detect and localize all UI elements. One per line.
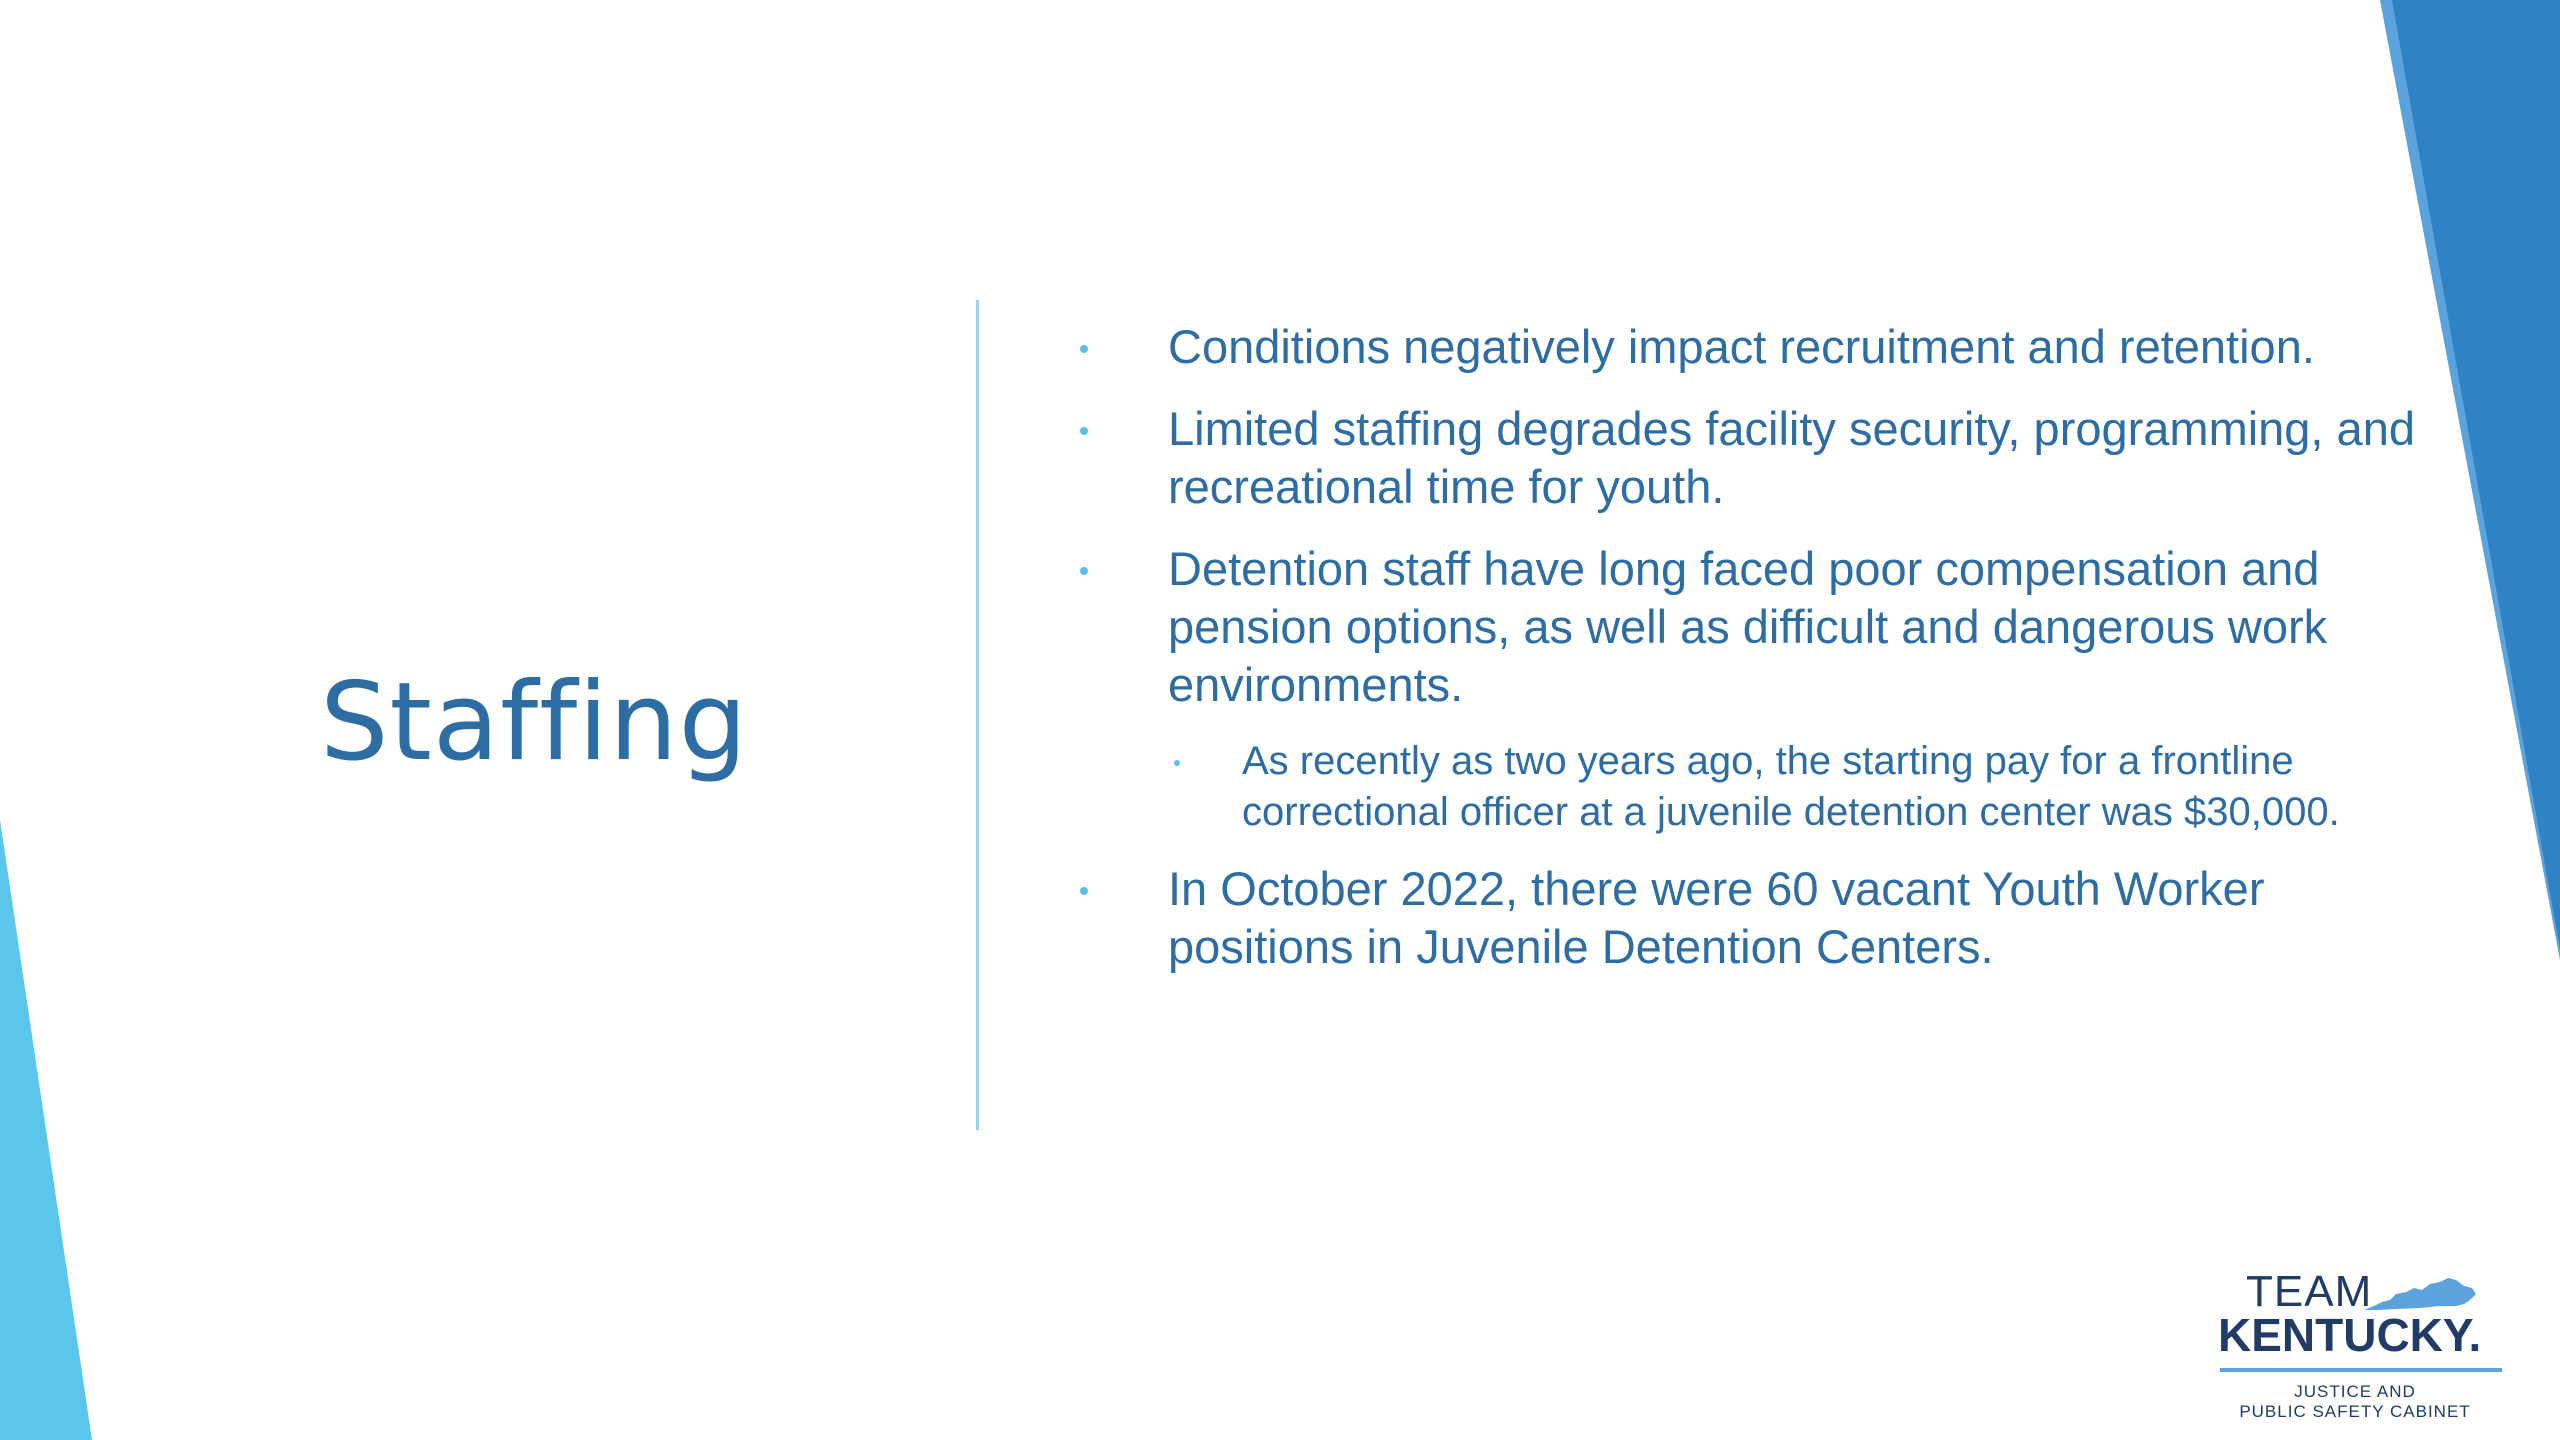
kentucky-state-icon [2360,1276,2480,1312]
bullet-dot-icon [1080,567,1088,575]
logo-rule [2220,1368,2502,1372]
sub-bullet-item [1070,736,2470,838]
bullet-text: Conditions negatively impact recruitment and retention. [1168,320,2315,373]
bullet-item [1070,318,2470,376]
bullet-dot-icon [1080,427,1088,435]
bullet-item [1070,540,2470,714]
vertical-divider [976,300,979,1130]
slide-title: Staffing [320,660,749,785]
sub-bullet-dot-icon [1174,760,1180,766]
logo-subtitle-line1: JUSTICE AND [2294,1382,2416,1401]
bullet-list [1070,318,2470,1000]
sub-bullet-text: As recently as two years ago, the starting pay for a frontline correctional officer at a juvenile detention center was $30,000. [1242,739,2340,834]
bullet-item [1070,400,2470,516]
bullet-dot-icon [1080,345,1088,353]
bullet-text: Detention staff have long faced poor compensation and pension options, as well as difficult and dangerous work environments. [1168,542,2328,711]
logo-kentucky-text: KENTUCKY. [2218,1309,2482,1361]
bullet-dot-icon [1080,887,1088,895]
bullet-item [1070,860,2470,976]
bullet-text: Limited staffing degrades facility security, programming, and recreational time for youth. [1168,402,2415,513]
left-decorative-band [0,820,100,1440]
team-kentucky-logo [2210,1268,2520,1428]
bullet-text: In October 2022, there were 60 vacant Youth Worker positions in Juvenile Detention Centers. [1168,862,2265,973]
logo-subtitle-line2: PUBLIC SAFETY CABINET [2239,1402,2471,1421]
logo-team-text: TEAM [2246,1267,2373,1316]
